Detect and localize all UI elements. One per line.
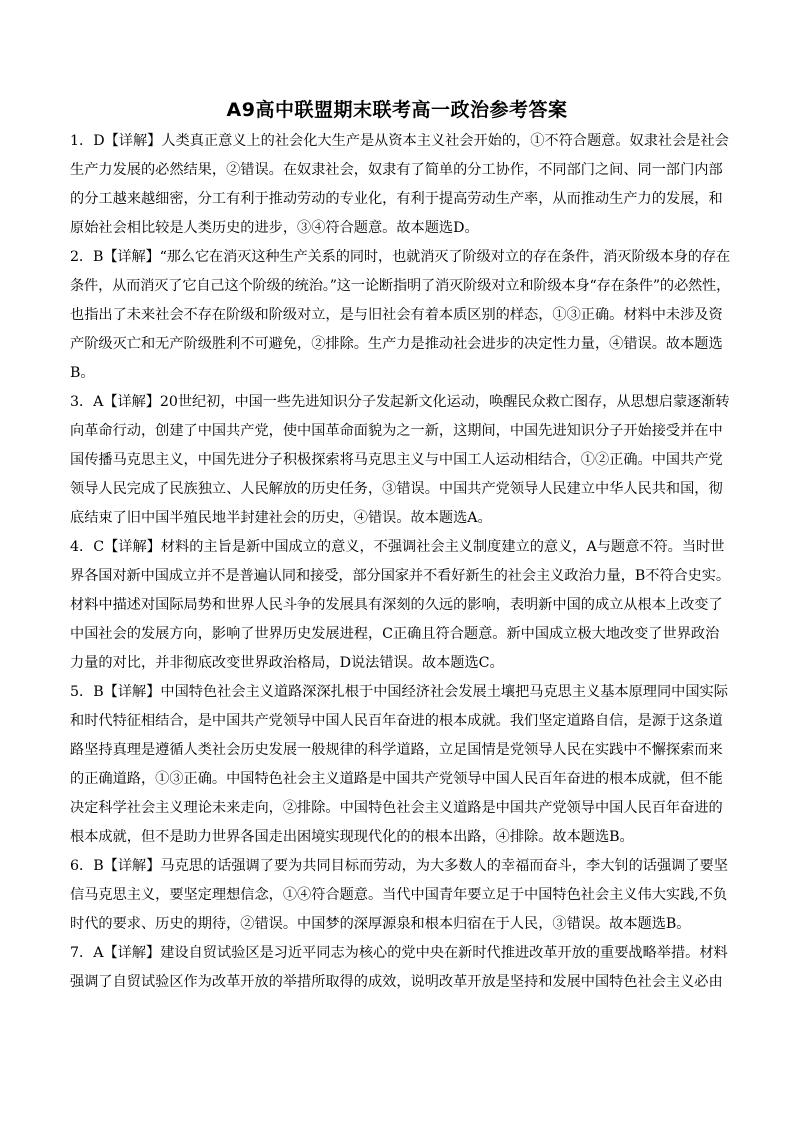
- answer-line: 6．B【详解】马克思的话强调了要为共同目标而劳动，为大多数人的幸福而奋斗，李大钊的话强调了要坚: [70, 858, 728, 874]
- answer-line: 也指出了未来社会不存在阶级和阶级对立，是与旧社会有着本质区别的样态，①③正确。材料中未涉及资: [70, 307, 723, 323]
- answer-line: 3．A【详解】20世纪初，中国一些先进知识分子发起新文化运动，唤醒民众救亡图存，从思想启蒙逐渐转: [70, 394, 730, 410]
- answer-line: B。: [70, 365, 95, 381]
- answer-item: [70, 243, 730, 388]
- answer-line: 力量的对比，并非彻底改变世界政治格局，D说法错误。故本题选C。: [70, 655, 504, 671]
- document-title: A9高中联盟期末联考高一政治参考答案: [226, 99, 568, 121]
- answer-item: [70, 939, 730, 997]
- answer-line: 界各国对新中国成立并不是普遍认同和接受，部分国家并不看好新生的社会主义政治力量，B不符合史实。: [70, 568, 730, 584]
- answer-line: 的分工越来越细密，分工有利于推动劳动的专业化，有利于提高劳动生产率，从而推动生产力的发展，和: [70, 191, 723, 207]
- answer-list: [70, 127, 730, 997]
- answer-line: 原始社会相比较是人类历史的进步，③④符合题意。故本题选D。: [70, 220, 479, 236]
- answer-line: 材料中描述对国际局势和世界人民斗争的发展具有深刻的久远的影响，表明新中国的成立从根本上改变了: [70, 597, 723, 613]
- answer-line: 的正确道路，①③正确。中国特色社会主义道路是中国共产党领导中国人民百年奋进的根本成就，但不能: [70, 771, 723, 787]
- answer-line: 底结束了旧中国半殖民地半封建社会的历史，④错误。故本题选A。: [70, 510, 492, 526]
- answer-line: 国传播马克思主义，中国先进分子积极探索将马克思主义与中国工人运动相结合，①②正确。中国共产党: [70, 452, 723, 468]
- answer-line: 中国社会的发展方向，影响了世界历史发展进程，C正确且符合题意。新中国成立极大地改变了世界政治: [70, 626, 720, 642]
- answer-line: 条件，从而消灭了它自己这个阶级的统治。”这一论断指明了消灭阶级对立和阶级本身“存在条件”的必然性，: [70, 278, 730, 294]
- answer-item: [70, 388, 730, 533]
- answer-line: 4．C【详解】材料的主旨是新中国成立的意义，不强调社会主义制度建立的意义，A与题意不符。当时世: [70, 539, 725, 555]
- answer-line: 5．B【详解】中国特色社会主义道路深深扎根于中国经济社会发展土壤把马克思主义基本原理同中国实际: [70, 684, 728, 700]
- answer-line: 1．D【详解】人类真正意义上的社会化大生产是从资本主义社会开始的，①不符合题意。奴隶社会是社会: [70, 133, 729, 149]
- answer-line: 领导人民完成了民族独立、人民解放的历史任务，③错误。中国共产党领导人民建立中华人民共和国，彻: [70, 481, 723, 497]
- answer-line: 生产力发展的必然结果，②错误。在奴隶社会，奴隶有了简单的分工协作，不同部门之间、同一部门内部: [70, 162, 723, 178]
- answer-line: 2．B【详解】“那么它在消灭这种生产关系的同时，也就消灭了阶级对立的存在条件，消灭阶级本身的存在: [70, 249, 730, 265]
- answer-line: 产阶级灭亡和无产阶级胜利不可避免，②排除。生产力是推动社会进步的决定性力量，④错误。故本题选: [70, 336, 723, 352]
- answer-item: [70, 127, 730, 243]
- answer-item: [70, 852, 730, 939]
- answer-line: 强调了自贸试验区作为改革开放的举措所取得的成效，说明改革开放是坚持和发展中国特色社会主义必由: [70, 974, 723, 990]
- answer-line: 信马克思主义，要坚定理想信念，①④符合题意。当代中国青年要立足于中国特色社会主义伟大实践,不负: [70, 887, 728, 903]
- answer-line: 7．A【详解】建设自贸试验区是习近平同志为核心的党中央在新时代推进改革开放的重要战略举措。材料: [70, 945, 728, 961]
- answer-item: [70, 678, 730, 852]
- answer-line: 路坚持真理是遵循人类社会历史发展一般规律的科学道路，立足国情是党领导人民在实践中不懈探索而来: [70, 742, 723, 758]
- answer-line: 根本成就，但不是助力世界各国走出困境实现现代化的的根本出路，④排除。故本题选B。: [70, 829, 634, 845]
- answer-line: 时代的要求、历史的期待，②错误。中国梦的深厚源泉和根本归宿在于人民，③错误。故本题选B。: [70, 916, 691, 932]
- answer-line: 向革命行动，创建了中国共产党，使中国革命面貌为之一新，这期间，中国先进知识分子开始接受并在中: [70, 423, 723, 439]
- answer-line: 和时代特征相结合，是中国共产党领导中国人民百年奋进的根本成就。我们坚定道路自信，是源于这条道: [70, 713, 723, 729]
- answer-item: [70, 533, 730, 678]
- answer-line: 决定科学社会主义理论未来走向，②排除。中国特色社会主义道路是中国共产党领导中国人民百年奋进的: [70, 800, 723, 816]
